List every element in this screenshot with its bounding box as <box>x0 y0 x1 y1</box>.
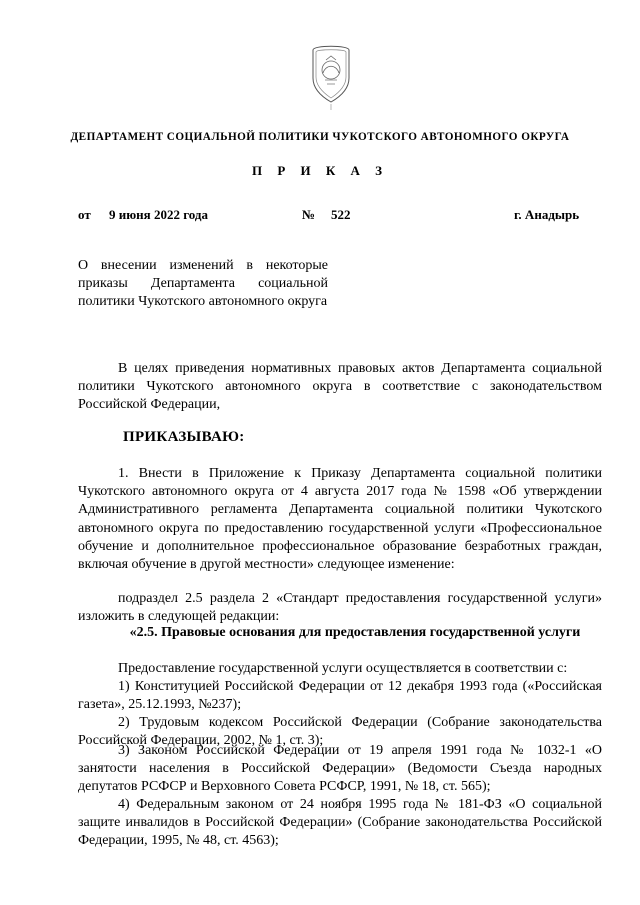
subsection-paragraph: подраздел 2.5 раздела 2 «Стандарт предоставления государственной услуги» изложить в следующей редакции: <box>78 591 602 625</box>
order-subject: О внесении изменений в некоторые приказы Департамента социальной политики Чукотского автономного округа <box>78 258 328 309</box>
order-word: ПРИКАЗЫВАЮ: <box>123 429 245 445</box>
law-item-3: 3) Законом Российской Федерации от 19 апреля 1991 года № 1032-1 «О занятости населения в Российской Федерации» (Ведомости Съезда народных депутатов РСФСР и Верховного Совета РСФСР, 1991, № 18, ст. 565); <box>78 743 602 795</box>
provision-paragraph: Предоставление государственной услуги осуществляется в соответствии с: <box>118 661 568 676</box>
order-city: г. Анадырь <box>514 207 580 222</box>
order-number: 522 <box>331 207 351 222</box>
law-item-1: 1) Конституцией Российской Федерации от 12 декабря 1993 года («Российская газета», 25.12.1993, №237); <box>78 679 602 713</box>
section-heading: «2.5. Правовые основания для предоставления государственной услуги <box>129 625 581 640</box>
law-item-4: 4) Федеральным законом от 24 ноября 1995 года № 181-ФЗ «О социальной защите инвалидов в Российской Федерации» (Собрание законодательства Российской Федерации, 1995, № 48, ст. 4563); <box>78 797 602 849</box>
department-name: ДЕПАРТАМЕНТ СОЦИАЛЬНОЙ ПОЛИТИКИ ЧУКОТСКОГО АВТОНОМНОГО ОКРУГА <box>70 131 570 143</box>
paragraph-1: 1. Внести в Приложение к Приказу Департамента социальной политики Чукотского автономного округа от 4 августа 2017 года № 1598 «Об утверждении Административного регламента Департамента социальной политики Чукотского автономного округа по предоставлению государственной услуги «Профессиональное обучение и дополнительное профессиональное образование безработных граждан, включая обучение в другой местности» следующее изменение: <box>78 466 602 573</box>
order-date: 9 июня 2022 года <box>109 207 208 222</box>
law-item-2: 2) Трудовым кодексом Российской Федерации (Собрание законодательства Российской Федерации, 2002, № 1, ст. 3); <box>78 715 602 749</box>
coat-of-arms-emblem <box>308 40 354 112</box>
intro-paragraph: В целях приведения нормативных правовых актов Департамента социальной политики Чукотского автономного округа в соответствие с законодательством Российской Федерации, <box>78 361 602 413</box>
order-title: П Р И К А З <box>251 163 389 178</box>
date-from-label: от <box>78 207 91 222</box>
order-number-label: № <box>302 207 316 222</box>
